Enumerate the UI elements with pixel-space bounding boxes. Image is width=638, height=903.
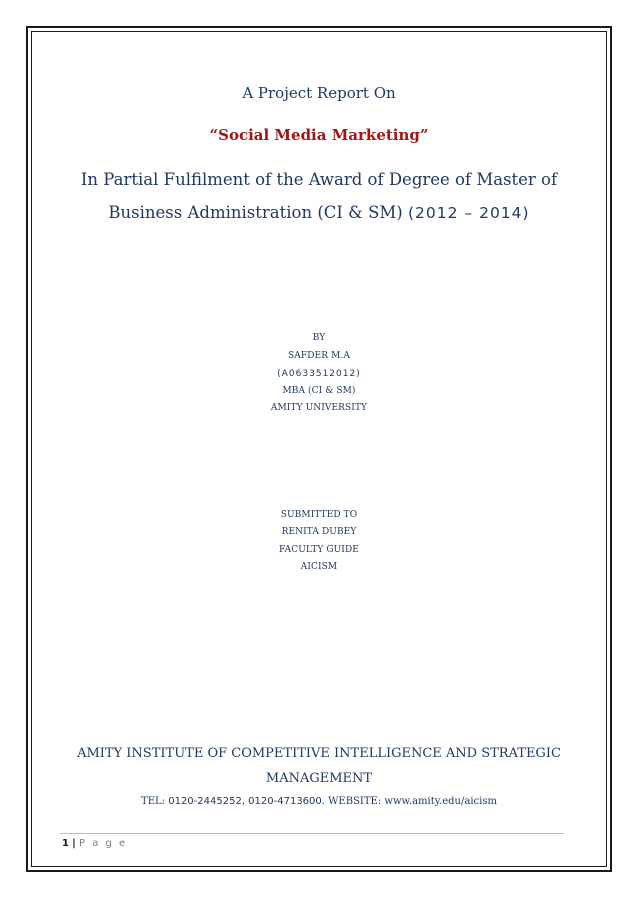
degree-name: Business Administration (CI & SM) xyxy=(108,203,403,222)
author-program: MBA (CI & SM) xyxy=(282,386,356,396)
report-heading: A Project Report On xyxy=(242,84,396,102)
degree-years: (2012 – 2014) xyxy=(407,204,530,222)
author-name: SAFDER M.A xyxy=(288,351,350,361)
institute-line-1: AMITY INSTITUTE OF COMPETITIVE INTELLIGENCE AND STRATEGIC xyxy=(77,746,561,761)
by-label: BY xyxy=(312,333,326,343)
degree-line-1: In Partial Fulfilment of the Award of Degree of Master of xyxy=(80,170,558,189)
footer-divider xyxy=(60,833,564,834)
report-title: “Social Media Marketing” xyxy=(209,126,429,144)
website-link: www.amity.edu/aicism xyxy=(384,796,497,807)
guide-institute: AICISM xyxy=(300,562,338,572)
degree-line-2 xyxy=(0,203,638,222)
submitted-heading: SUBMITTED TO xyxy=(280,510,358,520)
author-enrollment: (A0633512012) xyxy=(277,369,361,379)
page-border-inner xyxy=(31,31,607,867)
author-university: AMITY UNIVERSITY xyxy=(270,403,368,413)
tel-numbers: 0120-2445252, 0120-4713600. xyxy=(168,796,325,807)
contact-line xyxy=(0,796,638,807)
institute-line-2: MANAGEMENT xyxy=(265,771,373,786)
guide-name: RENITA DUBEY xyxy=(281,527,357,537)
page-separator: | xyxy=(72,838,76,849)
page-number xyxy=(62,838,127,849)
guide-role: FACULTY GUIDE xyxy=(279,545,359,555)
website-label: WEBSITE: xyxy=(328,796,382,807)
tel-label: TEL: xyxy=(141,796,166,807)
page-label: P a g e xyxy=(79,838,128,849)
page-number-value: 1 xyxy=(62,838,69,849)
